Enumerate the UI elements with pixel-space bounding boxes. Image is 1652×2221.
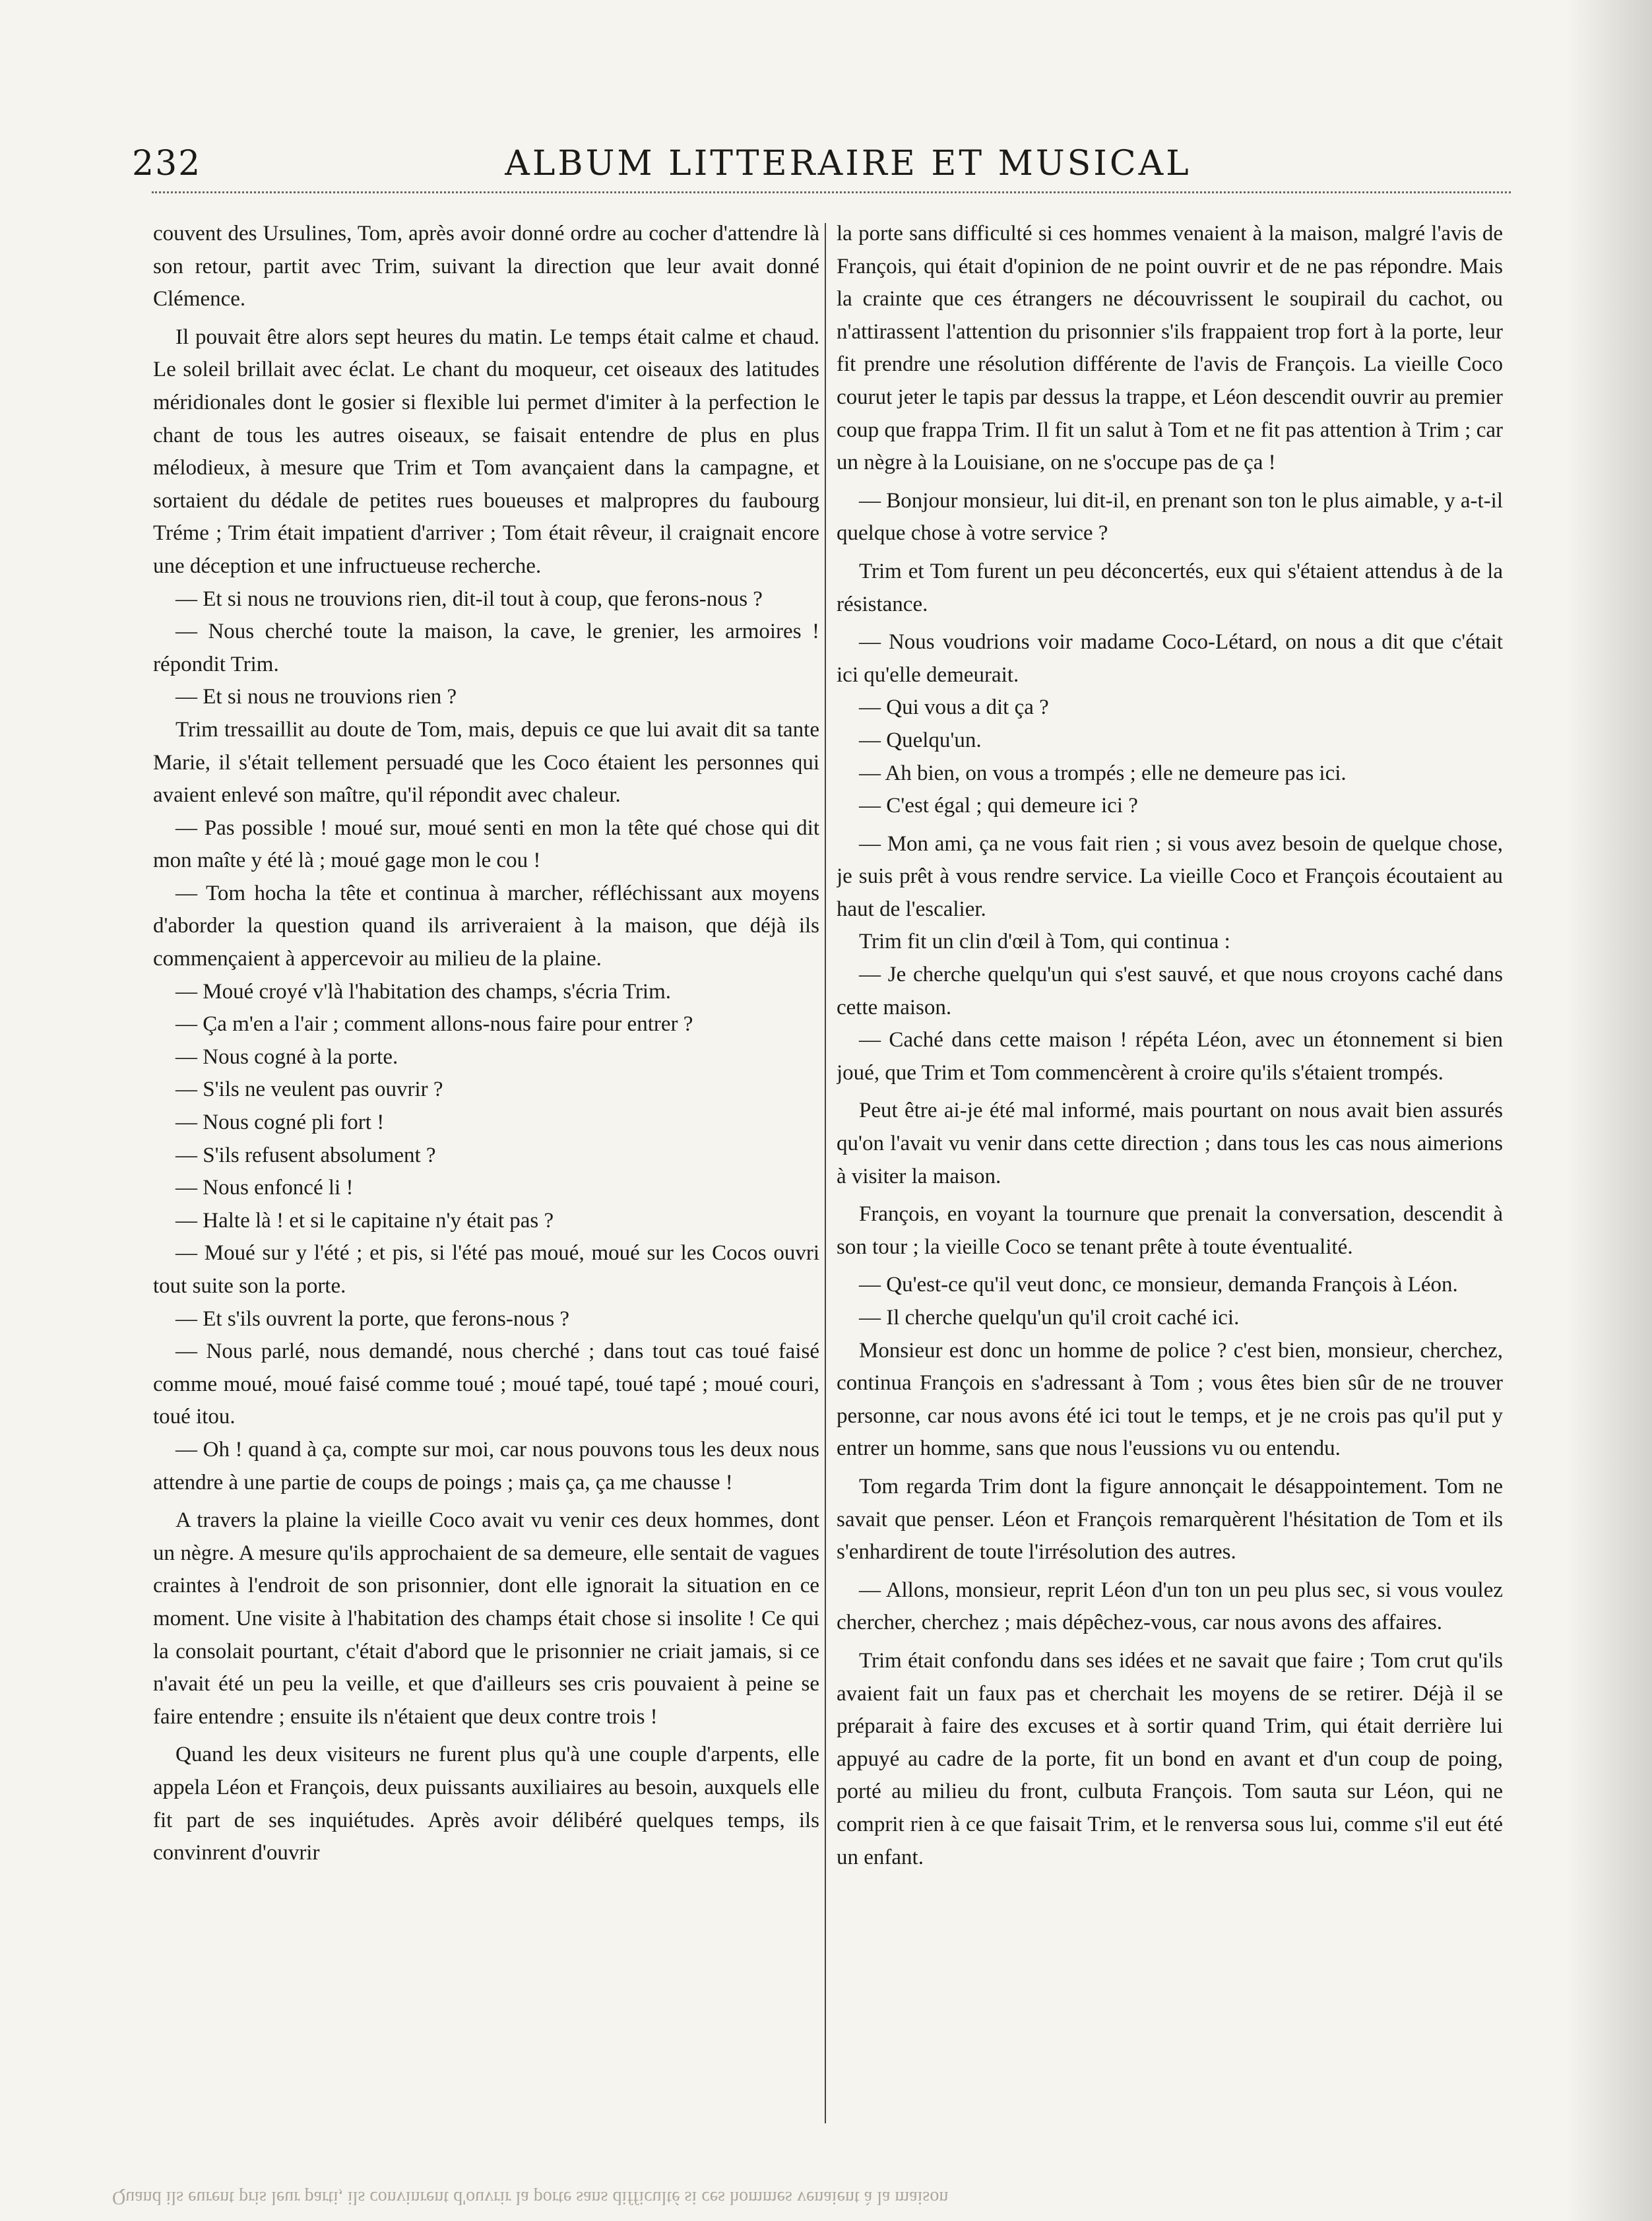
paragraph: — S'ils refusent absolument ? — [175, 1143, 436, 1167]
paragraph: — Halte là ! et si le capitaine n'y était pas ? — [175, 1208, 554, 1233]
paragraph: Tom regarda Trim dont la figure annonçait le désappointement. Tom ne savait que penser. Léon et François remarquèrent l'hésitation de Tom et ils s'enhardirent de toute l'irrésolution des autres. — [837, 1474, 1503, 1564]
paragraph: — Qu'est-ce qu'il veut donc, ce monsieur, demanda François à Léon. — [859, 1273, 1458, 1297]
paragraph: — Il cherche quelqu'un qu'il croit caché ici. — [859, 1306, 1240, 1330]
paragraph: Quand les deux visiteurs ne furent plus qu'à une couple d'arpents, elle appela Léon et François, deux puissants auxiliaires au besoin, auxquels elle fit part de ses inquiétudes. Après avoir délibéré quelques temps, ils convinrent d'ouvrir — [153, 1743, 819, 1865]
left-column — [153, 218, 819, 2151]
paragraph: — Nous voudrions voir madame Coco-Létard, on nous a dit que c'était ici qu'elle demeurait. — [837, 630, 1503, 687]
paragraph: — Bonjour monsieur, lui dit-il, en prenant son ton le plus aimable, y a-t-il quelque chose à votre service ? — [837, 488, 1503, 546]
paragraph: — Quelqu'un. — [859, 728, 982, 752]
paragraph: — Qui vous a dit ça ? — [859, 695, 1049, 720]
bleed-through-text: Quand ils eurent pris leur parti, ils convinrent d'ouvrir la porte sans difficulté si ces hommes venaient à la maison — [112, 2187, 949, 2208]
running-title: ALBUM LITTERAIRE ET MUSICAL — [505, 144, 1191, 183]
page-edge-shadow — [1566, 0, 1652, 2221]
paragraph: A travers la plaine la vieille Coco avait vu venir ces deux hommes, dont un nègre. A mesure qu'ils approchaient de sa demeure, elle sentait de vagues craintes à l'endroit de son prisonnier, dont elle ignorait la situation en ce moment. Une visite à l'habitation des champs était chose si insolite ! Ce qui la consolait pourtant, c'était d'abord que le prisonnier ne criait jamais, si ce n'avait été un peu la veille, et que d'ailleurs ses cris pouvaient à peine se faire entendre ; ensuite ils n'étaient que deux contre trois ! — [153, 1508, 819, 1729]
paragraph: Monsieur est donc un homme de police ? c'est bien, monsieur, cherchez, continua François en s'adressant à Tom ; vous êtes bien sûr de ne trouver personne, car nous avons été ici tout le temps, et je ne crois pas qu'il put y entrer un homme, sans que nous l'eussions vu ou entendu. — [837, 1338, 1503, 1461]
paragraph: — Caché dans cette maison ! répéta Léon, avec un étonnement si bien joué, que Trim et Tom commencèrent à croire qu'ils s'étaient trompés. — [837, 1028, 1503, 1085]
paragraph: la porte sans difficulté si ces hommes venaient à la maison, malgré l'avis de François, qui était d'opinion de ne point ouvrir et de ne pas répondre. Mais la crainte que ces étrangers ne découvrissent le soupirail du cachot, ou n'attirassent l'attention du prisonnier s'ils frappaient trop fort à la porte, leur fit prendre une résolution différente de l'avis de François. La vieille Coco courut jeter le tapis par dessus la trappe, et Léon descendit ouvrir au premier coup que frappa Trim. Il fit un salut à Tom et ne fit pas attention à Trim ; car un nègre à la Louisiane, on ne s'occupe pas de ça ! — [837, 222, 1503, 475]
paragraph: — Mon ami, ça ne vous fait rien ; si vous avez besoin de quelque chose, je suis prêt à vous rendre service. La vieille Coco et François écoutaient au haut de l'escalier. — [837, 831, 1503, 921]
paragraph: — Nous cherché toute la maison, la cave, le grenier, les armoires ! répondit Trim. — [153, 620, 819, 676]
paragraph: — Moué croyé v'là l'habitation des champs, s'écria Trim. — [175, 979, 672, 1004]
header-rule — [152, 191, 1511, 193]
paragraph: — Nous cogné pli fort ! — [175, 1110, 385, 1135]
paragraph: — Et si nous ne trouvions rien ? — [175, 685, 457, 709]
paragraph: — Nous enfoncé li ! — [175, 1176, 354, 1200]
paragraph: — Allons, monsieur, reprit Léon d'un ton un peu plus sec, si vous voulez chercher, cherchez ; mais dépêchez-vous, car nous avons des affaires. — [837, 1578, 1503, 1635]
paragraph: — S'ils ne veulent pas ouvrir ? — [175, 1078, 443, 1102]
paragraph: — Et s'ils ouvrent la porte, que ferons-nous ? — [175, 1306, 570, 1331]
paragraph: Peut être ai-je été mal informé, mais pourtant on nous avait bien assurés qu'on l'avait vu venir dans cette direction ; dans tous les cas nous aimerions à visiter la maison. — [837, 1099, 1503, 1188]
paragraph: — Ah bien, on vous a trompés ; elle ne demeure pas ici. — [859, 761, 1347, 785]
paragraph: — Moué sur y l'été ; et pis, si l'été pas moué, moué sur les Cocos ouvri tout suite son la porte. — [153, 1241, 819, 1298]
right-column — [837, 218, 1503, 2151]
paragraph: — Oh ! quand à ça, compte sur moi, car nous pouvons tous les deux nous attendre à une partie de coups de poings ; mais ça, ça me chausse ! — [153, 1437, 819, 1495]
column-divider — [825, 223, 826, 2123]
paragraph: Trim fit un clin d'œil à Tom, qui continua : — [859, 930, 1230, 954]
paragraph: — Nous cogné à la porte. — [175, 1045, 398, 1069]
paragraph: — Je cherche quelqu'un qui s'est sauvé, et que nous croyons caché dans cette maison. — [837, 963, 1503, 1019]
paragraph: — Nous parlé, nous demandé, nous cherché ; dans tout cas toué faisé comme moué, moué faisé comme toué ; moué tapé, toué tapé ; moué couri, toué itou. — [153, 1339, 819, 1429]
paragraph: François, en voyant la tournure que prenait la conversation, descendit à son tour ; la vieille Coco se tenant prête à toute éventualité. — [837, 1202, 1503, 1259]
page-number: 232 — [132, 144, 202, 183]
paragraph: — Ça m'en a l'air ; comment allons-nous faire pour entrer ? — [175, 1012, 693, 1037]
paragraph: Trim et Tom furent un peu déconcertés, eux qui s'étaient attendus à de la résistance. — [837, 559, 1503, 616]
paragraph: — C'est égal ; qui demeure ici ? — [859, 794, 1138, 818]
paragraph: Il pouvait être alors sept heures du matin. Le temps était calme et chaud. Le soleil brillait avec éclat. Le chant du moqueur, cet oiseaux des latitudes méridionales dont le gosier si flexible lui permet d'imiter à la perfection le chant de tous les autres oiseaux, se faisait entendre de plus en plus mélodieux, à mesure que Trim et Tom avançaient dans la campagne, et sortaient du dédale de petites rues boueuses et malpropres du faubourg Tréme ; Trim était impatient d'arriver ; Tom était rêveur, il craignait encore une déception et une infructueuse recherche. — [153, 325, 819, 578]
paragraph: couvent des Ursulines, Tom, après avoir donné ordre au cocher d'attendre là son retour, partit avec Trim, suivant la direction que leur avait donné Clémence. — [153, 222, 819, 311]
paragraph: — Tom hocha la tête et continua à marcher, réfléchissant aux moyens d'aborder la question quand ils arriveraient à la maison, que déjà ils commençaient à appercevoir au milieu de la plaine. — [153, 881, 819, 971]
paragraph: — Pas possible ! moué sur, moué senti en mon la tête qué chose qui dit mon maîte y été là ; moué gage mon le cou ! — [153, 816, 819, 873]
paragraph: — Et si nous ne trouvions rien, dit-il tout à coup, que ferons-nous ? — [175, 587, 763, 611]
page-header — [132, 144, 1191, 197]
paragraph: Trim tressaillit au doute de Tom, mais, depuis ce que lui avait dit sa tante Marie, il s'était tellement persuadé que les Coco étaient les personnes qui avaient enlevé son maître, qu'il répondit avec chaleur. — [153, 717, 819, 808]
paragraph: Trim était confondu dans ses idées et ne savait que faire ; Tom crut qu'ils avaient fait un faux pas et cherchait les moyens de se retirer. Déjà il se préparait à faire des excuses et à sortir quand Trim, qui était derrière lui appuyé au cadre de la porte, fit un bond en avant et d'un coup de poing, porté au milieu du front, culbuta François. Tom sauta sur Léon, qui ne comprit rien à ce que faisait Trim, et le renversa sous lui, comme s'il eut été un enfant. — [837, 1648, 1503, 1869]
